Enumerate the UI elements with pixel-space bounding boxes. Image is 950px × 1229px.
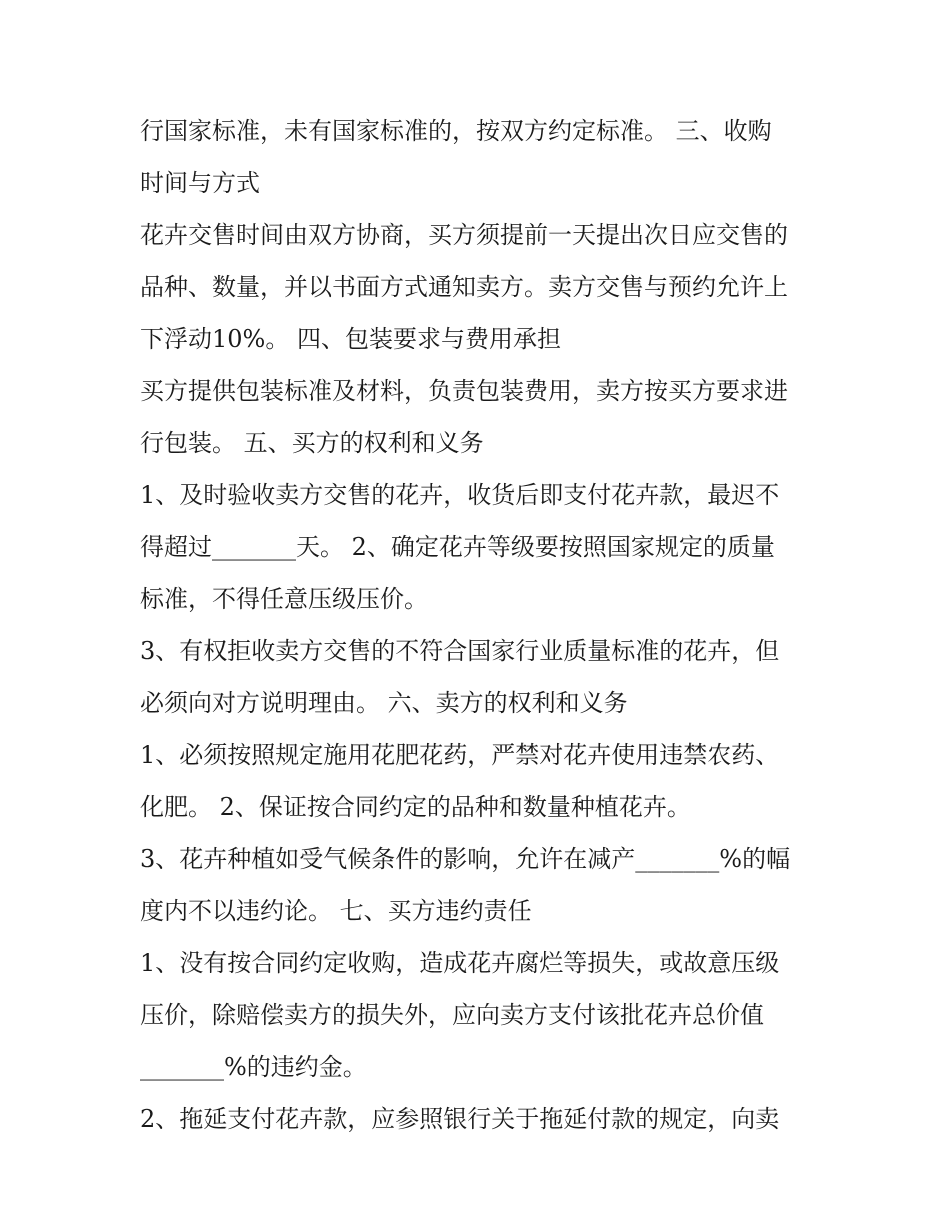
- text-line: 下浮动10%。 四、包装要求与费用承担: [140, 325, 561, 353]
- text-line: 压价，除赔偿卖方的损失外，应向卖方支付该批花卉总价值: [140, 1001, 764, 1029]
- text-line: 3、有权拒收卖方交售的不符合国家行业质量标准的花卉，但: [140, 637, 780, 665]
- text-line: _______%的违约金。: [140, 1053, 367, 1081]
- text-line: 1、必须按照规定施用花肥花药，严禁对花卉使用违禁农药、: [140, 741, 780, 769]
- text-line: 3、花卉种植如受气候条件的影响，允许在减产_______%的幅: [140, 845, 791, 873]
- text-line: 品种、数量，并以书面方式通知卖方。卖方交售与预约允许上: [140, 273, 788, 301]
- text-line: 必须向对方说明理由。 六、卖方的权利和义务: [140, 689, 628, 717]
- text-line: 化肥。 2、保证按合同约定的品种和数量种植花卉。: [140, 793, 691, 821]
- text-line: 得超过_______天。 2、确定花卉等级要按照国家规定的质量: [140, 533, 775, 561]
- text-line: 2、拖延支付花卉款，应参照银行关于拖延付款的规定，向卖: [140, 1105, 780, 1133]
- text-line: 度内不以违约论。 七、买方违约责任: [140, 897, 532, 925]
- document-body: [140, 105, 820, 1145]
- text-line: 花卉交售时间由双方协商，买方须提前一天提出次日应交售的: [140, 221, 788, 249]
- text-line: 行国家标准，未有国家标准的，按双方约定标准。 三、收购: [140, 117, 772, 145]
- text-line: 买方提供包装标准及材料，负责包装费用，卖方按买方要求进: [140, 377, 788, 405]
- text-line: 1、及时验收卖方交售的花卉，收货后即支付花卉款，最迟不: [140, 481, 780, 509]
- text-line: 行包装。 五、买方的权利和义务: [140, 429, 484, 457]
- text-line: 时间与方式: [140, 169, 260, 197]
- text-line: 1、没有按合同约定收购，造成花卉腐烂等损失，或故意压级: [140, 949, 780, 977]
- text-line: 标准，不得任意压级压价。: [140, 585, 428, 613]
